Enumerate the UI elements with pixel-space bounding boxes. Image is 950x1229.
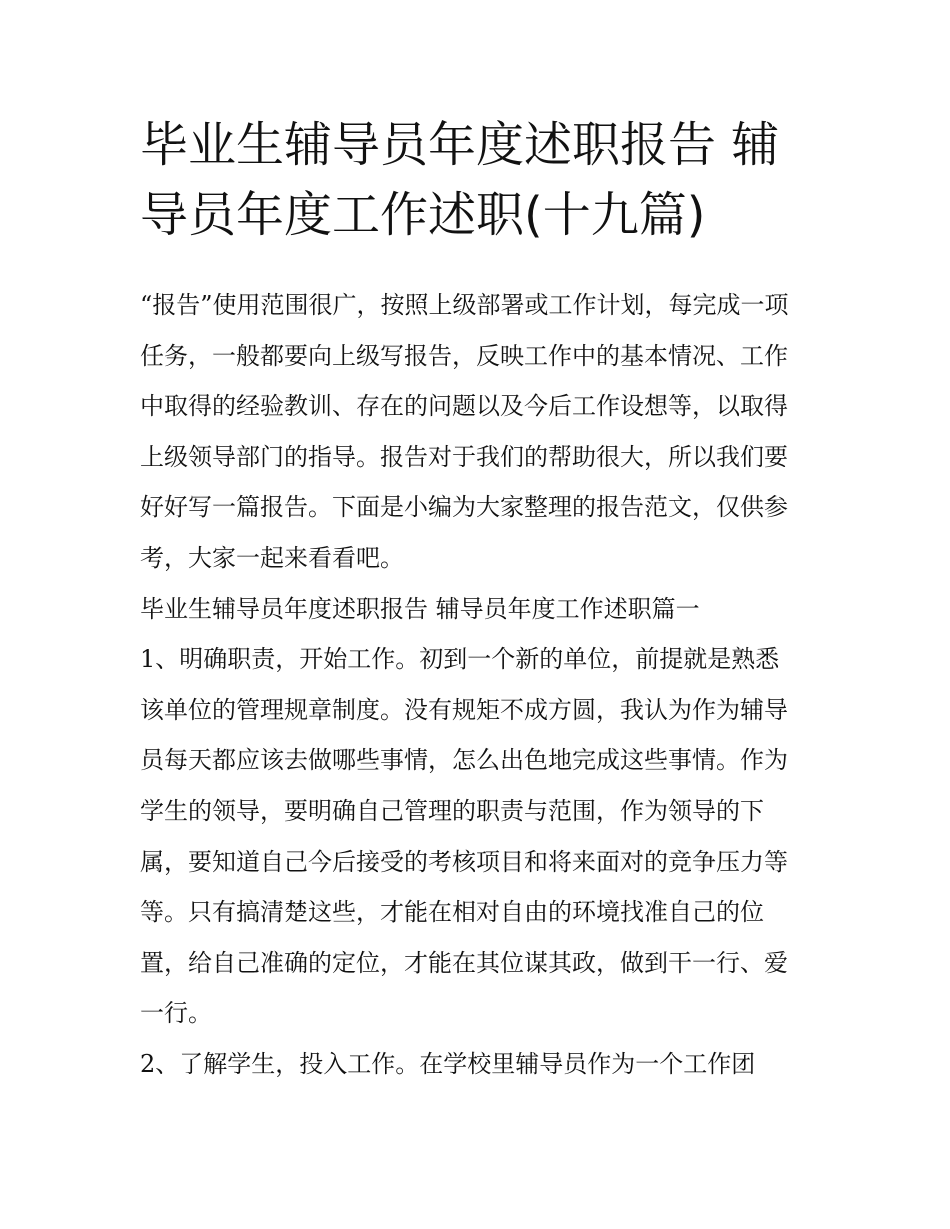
intro-line: “报告”使用范围很广，按照上级部署或工作计划，每完成一项 — [140, 291, 789, 319]
intro-line: 考，大家一起来看看吧。 — [140, 543, 404, 572]
title-line: 毕业生辅导员年度述职报告 辅 — [140, 117, 780, 173]
paragraph-line: 1、明确职责，开始工作。初到一个新的单位，前提就是熟悉 — [140, 645, 780, 674]
paragraph-line: 一行。 — [140, 999, 212, 1028]
document-body — [140, 280, 830, 1090]
paragraph-line: 置，给自己准确的定位，才能在其位谋其政，做到干一行、爱 — [140, 948, 788, 977]
intro-line: 中取得的经验教训、存在的问题以及今后工作设想等，以取得 — [140, 392, 788, 421]
paragraph-line: 该单位的管理规章制度。没有规矩不成方圆，我认为作为辅导 — [140, 695, 788, 724]
title-line: 导员年度工作述职(十九篇) — [140, 187, 706, 243]
intro-line: 上级领导部门的指导。报告对于我们的帮助很大，所以我们要 — [140, 442, 788, 471]
paragraph-line: 2、了解学生，投入工作。在学校里辅导员作为一个工作团 — [140, 1049, 756, 1078]
paragraph-line: 员每天都应该去做哪些事情，怎么出色地完成这些事情。作为 — [140, 746, 788, 775]
intro-line: 好好写一篇报告。下面是小编为大家整理的报告范文，仅供参 — [140, 493, 788, 522]
paragraph-line: 属，要知道自己今后接受的考核项目和将来面对的竞争压力等 — [140, 847, 788, 876]
intro-line: 任务，一般都要向上级写报告，反映工作中的基本情况、工作 — [140, 341, 788, 370]
document-title — [140, 110, 820, 250]
paragraph-line: 学生的领导，要明确自己管理的职责与范围，作为领导的下 — [140, 796, 764, 825]
section-heading: 毕业生辅导员年度述职报告 辅导员年度工作述职篇一 — [140, 594, 700, 623]
paragraph-line: 等。只有搞清楚这些，才能在相对自由的环境找准自己的位 — [140, 898, 764, 927]
